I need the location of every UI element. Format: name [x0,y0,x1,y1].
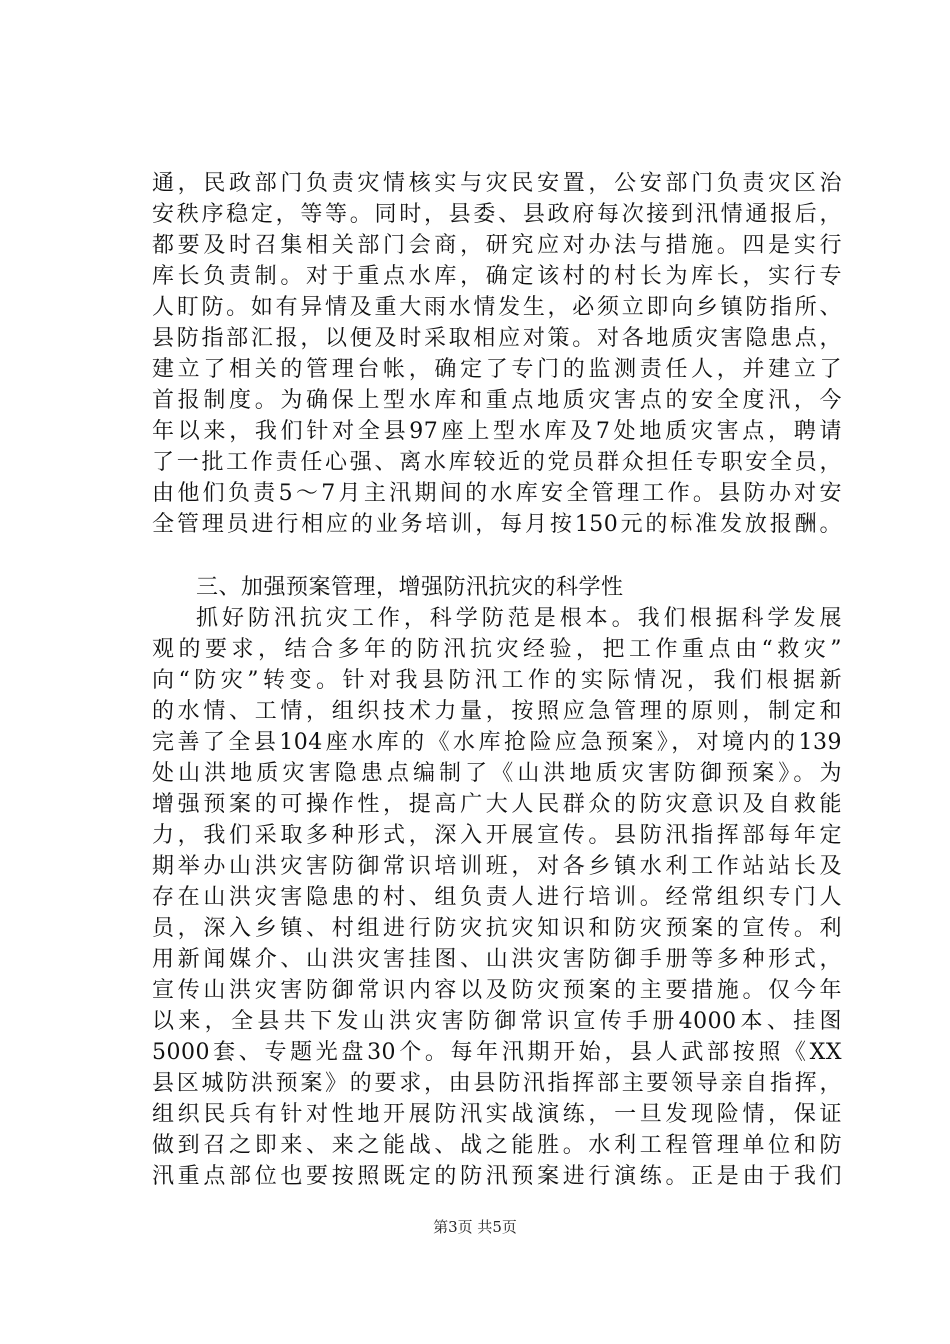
text-line: 人盯防。如有异情及重大雨水情发生，必须立即向乡镇防指所、 [152,295,842,320]
text-line: 以来，全县共下发山洪灾害防御常识宣传手册4000本、挂图 [152,1009,842,1034]
text-line: 组织民兵有针对性地开展防汛实战演练，一旦发现险情，保证 [152,1102,842,1127]
section-heading: 三、加强预案管理，增强防汛抗灾的科学性 [196,575,624,600]
text-line: 增强预案的可操作性，提高广大人民群众的防灾意识及自救能 [152,792,842,817]
text-line: 都要及时召集相关部门会商，研究应对办法与措施。四是实行 [152,233,842,258]
text-line: 县区城防洪预案》的要求，由县防汛指挥部主要领导亲自指挥， [152,1071,842,1096]
section-plan-management [152,572,842,1192]
text-line: 年以来，我们针对全县97座上型水库及7处地质灾害点，聘请 [152,419,842,444]
text-line: 库长负责制。对于重点水库，确定该村的村长为库长，实行专 [152,264,842,289]
text-line: 用新闻媒介、山洪灾害挂图、山洪灾害防御手册等多种形式， [152,947,842,972]
text-line: 通，民政部门负责灾情核实与灾民安置，公安部门负责灾区治 [152,171,842,196]
text-line: 做到召之即来、来之能战、战之能胜。水利工程管理单位和防 [152,1133,842,1158]
text-line: 观的要求，结合多年的防汛抗灾经验，把工作重点由“救灾” [152,637,842,662]
text-line: 县防指部汇报，以便及时采取相应对策。对各地质灾害隐患点， [152,326,842,351]
text-line: 5000套、专题光盘30个。每年汛期开始，县人武部按照《XX [152,1040,842,1065]
text-line: 汛重点部位也要按照既定的防汛预案进行演练。正是由于我们 [152,1164,842,1189]
text-line: 抓好防汛抗灾工作，科学防范是根本。我们根据科学发展 [196,606,842,631]
text-line: 期举办山洪灾害防御常识培训班，对各乡镇水利工作站站长及 [152,854,842,879]
text-line: 建立了相关的管理台帐，确定了专门的监测责任人，并建立了 [152,357,842,382]
text-line: 首报制度。为确保上型水库和重点地质灾害点的安全度汛，今 [152,388,842,413]
text-line: 了一批工作责任心强、离水库较近的党员群众担任专职安全员， [152,450,842,475]
text-line: 向“防灾”转变。针对我县防汛工作的实际情况，我们根据新 [152,668,842,693]
text-line: 力，我们采取多种形式，深入开展宣传。县防汛指挥部每年定 [152,823,842,848]
text-line: 处山洪地质灾害隐患点编制了《山洪地质灾害防御预案》。为 [152,761,842,786]
text-line: 全管理员进行相应的业务培训，每月按150元的标准发放报酬。 [152,512,842,537]
page-number-footer: 第3页 共5页 [433,1218,517,1236]
text-line: 员，深入乡镇、村组进行防灾抗灾知识和防灾预案的宣传。利 [152,916,842,941]
text-line: 存在山洪灾害隐患的村、组负责人进行培训。经常组织专门人 [152,885,842,910]
text-line: 宣传山洪灾害防御常识内容以及防灾预案的主要措施。仅今年 [152,978,842,1003]
text-line: 由他们负责5～7月主汛期间的水库安全管理工作。县防办对安 [152,481,842,506]
text-line: 安秩序稳定，等等。同时，县委、县政府每次接到汛情通报后， [152,202,842,227]
text-line: 的水情、工情，组织技术力量，按照应急管理的原则，制定和 [152,699,842,724]
paragraph-flood-duties [152,168,842,540]
text-line: 完善了全县104座水库的《水库抢险应急预案》，对境内的139 [152,730,842,755]
